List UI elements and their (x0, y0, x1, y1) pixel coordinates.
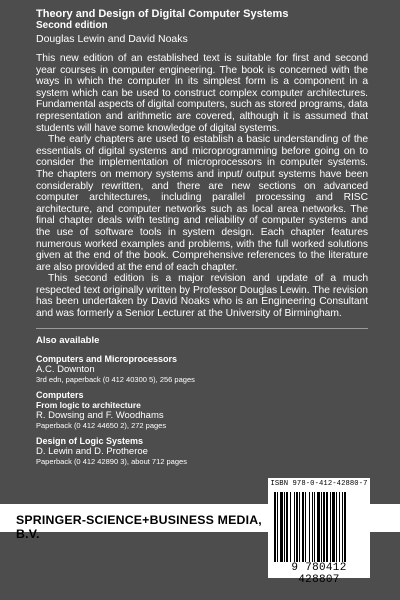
barcode-bar (332, 492, 335, 562)
description (36, 53, 368, 320)
barcode-bar (323, 492, 325, 562)
related-book-title: Design of Logic Systems (36, 435, 144, 446)
edition: Second edition (36, 20, 108, 31)
related-book-title: Computers (36, 389, 84, 400)
related-book (36, 436, 368, 466)
related-book-subtitle: From logic to architecture (36, 399, 141, 410)
barcode-bar (342, 492, 343, 562)
barcode-bar (330, 492, 331, 562)
related-book-authors: D. Lewin and D. Protheroe (36, 445, 148, 457)
cover-content (36, 8, 368, 472)
barcode-bar (296, 492, 298, 562)
barcode-bar (280, 492, 283, 562)
barcode-panel (268, 478, 370, 586)
related-book-authors: A.C. Downton (36, 363, 95, 375)
barcode-bar (274, 492, 276, 562)
barcode-bar (286, 492, 288, 562)
related-book-title: Computers and Microprocessors (36, 353, 178, 364)
publisher-name: SPRINGER-SCIENCE+BUSINESS MEDIA, B.V. (16, 513, 262, 541)
barcode-bar (302, 492, 304, 562)
related-book-details: Paperback (0 412 42890 3), about 712 pages (36, 456, 187, 466)
book-title: Theory and Design of Digital Computer Systems (36, 8, 289, 20)
barcode-bar (321, 492, 322, 562)
barcode-bar (314, 492, 315, 562)
barcode-number: 9 780412 428807 (291, 562, 347, 586)
barcode-bar (299, 492, 300, 562)
barcode-bar (344, 492, 346, 562)
divider (36, 328, 368, 329)
description-paragraph: The early chapters are used to establish a basic understanding of the essentials of digital systems and microprogramming before going on to consider the implementation of microprocessors in computer systems. The chapters on memory systems and input/ output systems have been considerably rewritten, and there are new sections on advanced computer architectures, including parallel processing and RISC architecture, and computer networks such as local area networks. The final chapter deals with testing and reliability of computer systems and the use of software tools in system design. Each chapter features numerous worked examples and problems, with the full worked solutions given at the end of the book. Comprehensive references to the literature are also provided at the end of each chapter. (36, 134, 368, 273)
barcode-bar (339, 492, 340, 562)
barcode-bar (290, 492, 291, 562)
related-book (36, 390, 368, 430)
barcode-bar (284, 492, 285, 562)
barcode-bar (277, 492, 278, 562)
related-book (36, 354, 368, 384)
description-paragraph: This second edition is a major revision and update of a much respected text originally written by Professor Douglas Lewin. The revision has been undertaken by David Noaks who is an Engineering Consultant and was formerly a Senior Lecturer at the University of Birmingham. (36, 273, 368, 320)
isbn-label: ISBN 978-0-412-42880-7 (270, 480, 368, 488)
barcode-bar (326, 492, 328, 562)
also-available-heading: Also available (36, 334, 100, 346)
related-book-details: Paperback (0 412 44650 2), 272 pages (36, 420, 167, 430)
barcode-bar (309, 492, 310, 562)
barcode-bar (317, 492, 320, 562)
related-book-authors: R. Dowsing and F. Woodhams (36, 409, 164, 421)
barcode-bar (336, 492, 337, 562)
barcode-bar (312, 492, 313, 562)
barcode-icon (272, 492, 366, 562)
barcode-bar (294, 492, 295, 562)
book-authors: Douglas Lewin and David Noaks (36, 33, 188, 45)
related-book-details: 3rd edn, paperback (0 412 40300 5), 256 pages (36, 374, 195, 384)
barcode-bar (305, 492, 306, 562)
description-paragraph: This new edition of an established text is suitable for first and second year courses in computer engineering. The book is concerned with the ways in which the computer in its simplest form is a component in a system which can be used to construct complex computer architectures. Fundamental aspects of digital computers, such as stored programs, data representation and arithmetic are covered, although it is assumed that students will have some knowledge of digital systems. (36, 53, 368, 134)
